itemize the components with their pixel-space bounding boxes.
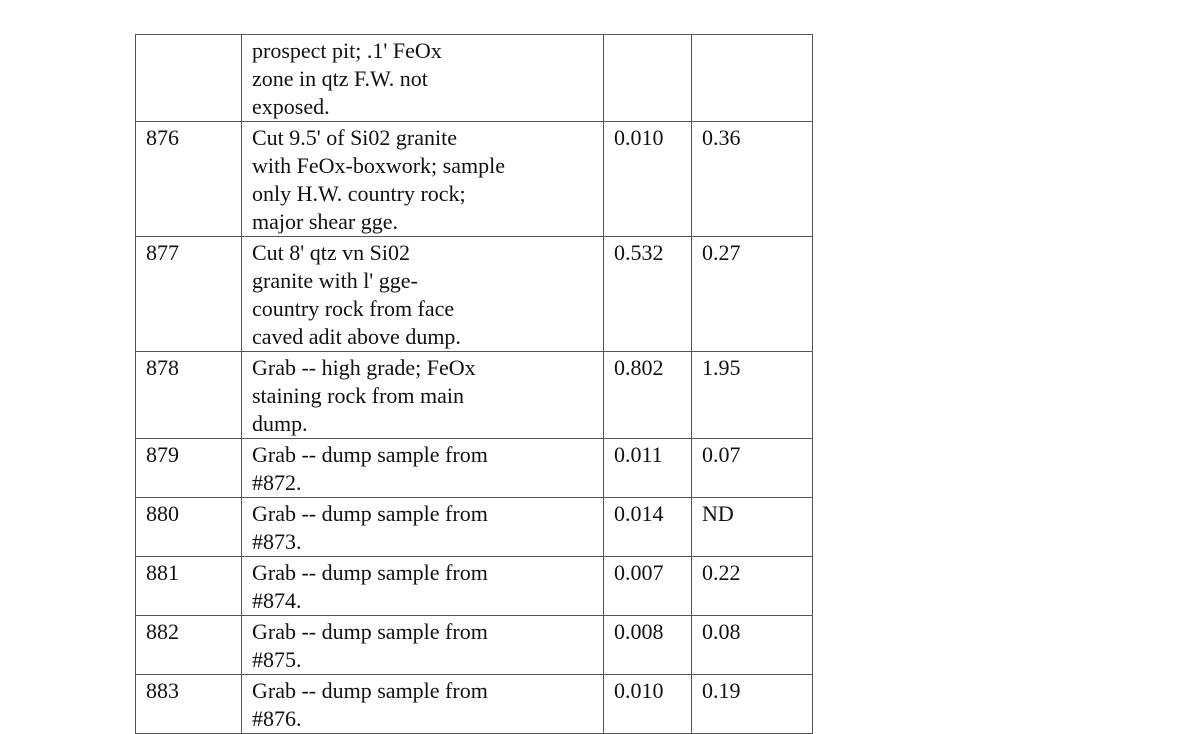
value-a-cell: 0.010 — [604, 122, 692, 237]
sample-id-cell: 877 — [136, 237, 242, 352]
description-line: #874. — [252, 588, 302, 613]
description-line: Grab -- dump sample from — [252, 678, 488, 703]
value-b-cell: 1.95 — [692, 352, 813, 439]
value-a-cell: 0.011 — [604, 439, 692, 498]
value-a-cell: 0.007 — [604, 557, 692, 616]
value-a-cell: 0.532 — [604, 237, 692, 352]
table-row — [136, 352, 813, 439]
sample-description-cell — [242, 439, 604, 498]
description-line: staining rock from main — [252, 383, 465, 408]
description-line: #873. — [252, 529, 302, 554]
sample-description-cell — [242, 35, 604, 122]
sample-description-cell — [242, 557, 604, 616]
sample-table-body — [136, 35, 813, 734]
value-b-cell: ND — [692, 498, 813, 557]
sample-description-cell — [242, 616, 604, 675]
sample-description-cell — [242, 352, 604, 439]
description-line: major shear gge. — [252, 209, 398, 234]
description-line: exposed. — [252, 94, 330, 119]
description-line: with FeOx-boxwork; sample — [252, 153, 505, 178]
value-a-cell: 0.014 — [604, 498, 692, 557]
sample-description-cell — [242, 675, 604, 734]
description-line: #872. — [252, 470, 302, 495]
value-a-cell: 0.008 — [604, 616, 692, 675]
description-line: granite with l' gge- — [252, 268, 418, 293]
table-row — [136, 237, 813, 352]
description-line: country rock from face — [252, 296, 455, 321]
value-b-cell — [692, 35, 813, 122]
sample-description-cell — [242, 237, 604, 352]
value-b-cell: 0.27 — [692, 237, 813, 352]
description-line: only H.W. country rock; — [252, 181, 466, 206]
sample-description-cell — [242, 122, 604, 237]
table-row — [136, 122, 813, 237]
description-line: caved adit above dump. — [252, 324, 461, 349]
sample-id-cell: 881 — [136, 557, 242, 616]
value-b-cell: 0.36 — [692, 122, 813, 237]
table-row — [136, 675, 813, 734]
value-a-cell: 0.802 — [604, 352, 692, 439]
description-line: #875. — [252, 647, 302, 672]
sample-id-cell: 882 — [136, 616, 242, 675]
sample-description-cell — [242, 498, 604, 557]
value-b-cell: 0.19 — [692, 675, 813, 734]
description-line: Grab -- dump sample from — [252, 501, 488, 526]
description-line: Grab -- high grade; FeOx — [252, 355, 476, 380]
description-line: Cut 9.5' of Si02 granite — [252, 125, 458, 150]
table-row — [136, 498, 813, 557]
description-line: Grab -- dump sample from — [252, 619, 488, 644]
value-b-cell: 0.08 — [692, 616, 813, 675]
value-a-cell: 0.010 — [604, 675, 692, 734]
sample-id-cell: 883 — [136, 675, 242, 734]
sample-id-cell: 878 — [136, 352, 242, 439]
description-line: dump. — [252, 411, 308, 436]
sample-id-cell: 876 — [136, 122, 242, 237]
description-line: prospect pit; .1' FeOx — [252, 38, 442, 63]
description-line: zone in qtz F.W. not — [252, 66, 428, 91]
value-a-cell — [604, 35, 692, 122]
description-line: #876. — [252, 706, 302, 731]
description-line: Cut 8' qtz vn Si02 — [252, 240, 410, 265]
value-b-cell: 0.22 — [692, 557, 813, 616]
sample-table — [135, 34, 813, 734]
value-b-cell: 0.07 — [692, 439, 813, 498]
table-row — [136, 557, 813, 616]
table-row — [136, 439, 813, 498]
description-line: Grab -- dump sample from — [252, 442, 488, 467]
table-row — [136, 616, 813, 675]
sample-id-cell: 880 — [136, 498, 242, 557]
description-line: Grab -- dump sample from — [252, 560, 488, 585]
sample-id-cell — [136, 35, 242, 122]
table-row — [136, 35, 813, 122]
sample-id-cell: 879 — [136, 439, 242, 498]
